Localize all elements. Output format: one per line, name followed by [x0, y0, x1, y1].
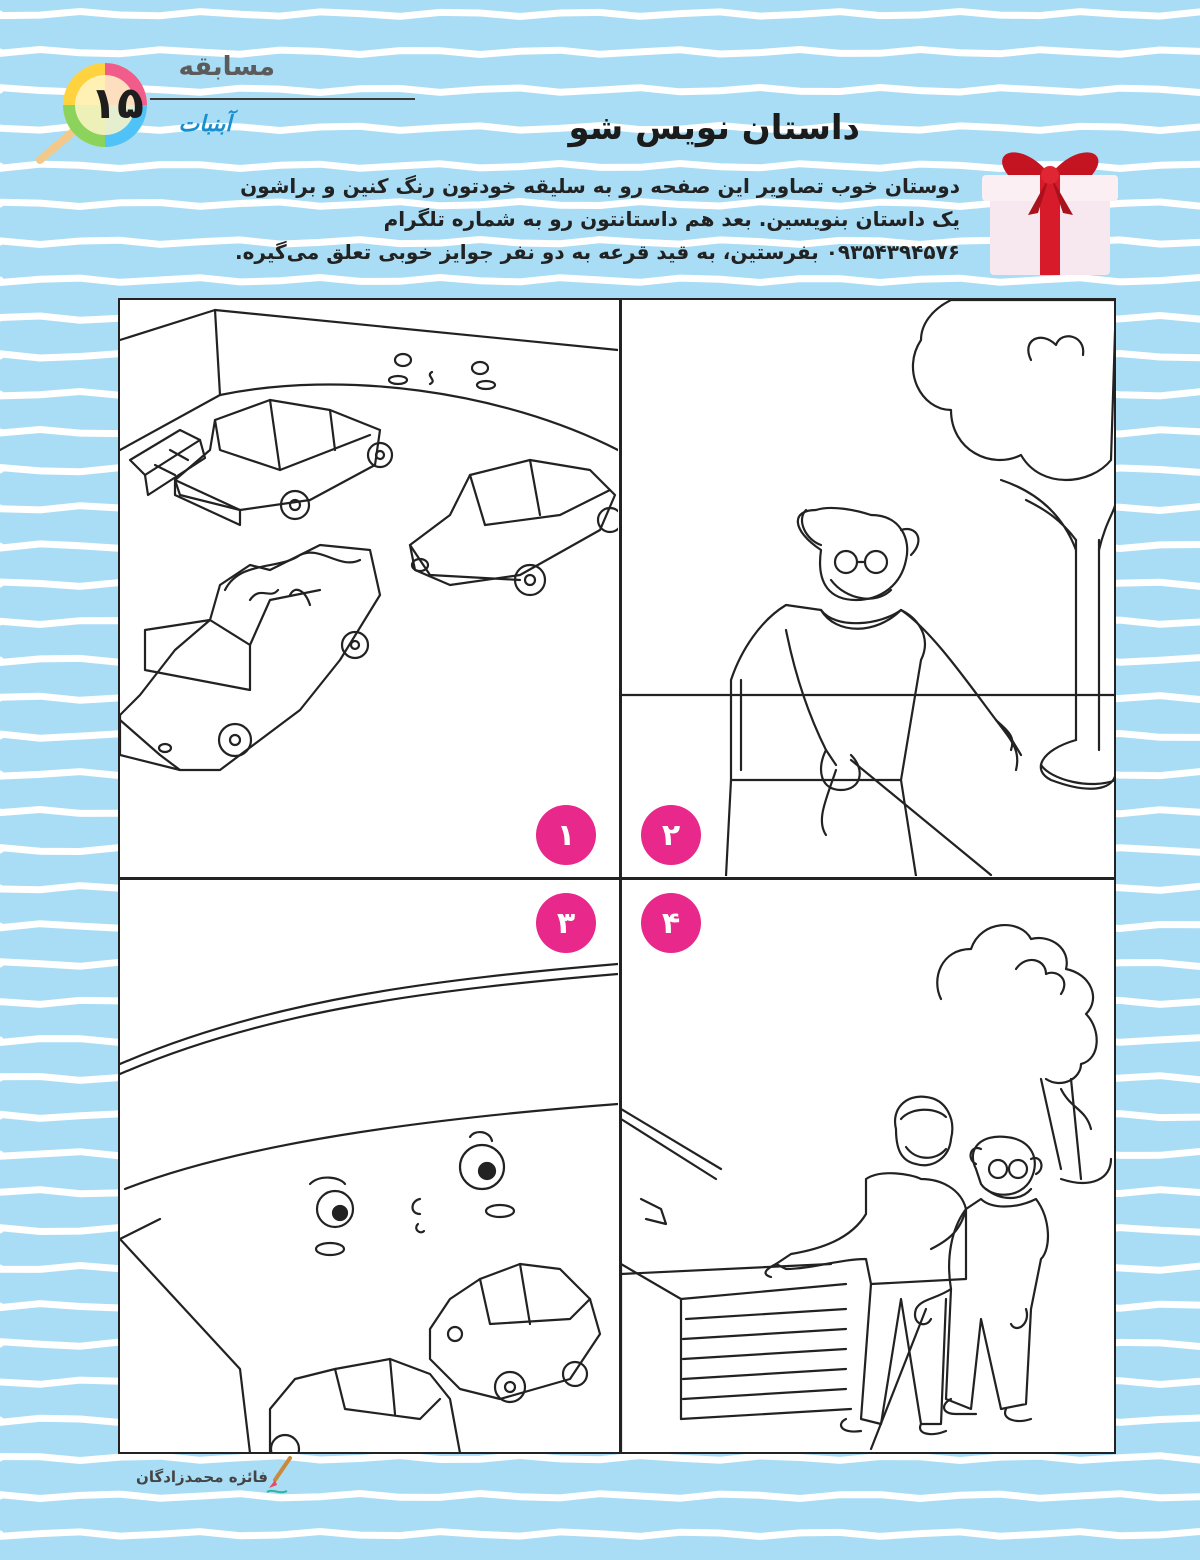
- background-stripe: [0, 1532, 1200, 1537]
- panel-number-badge: ۴: [641, 893, 701, 953]
- parking-lot-illustration: [120, 300, 618, 876]
- page-title: داستان نویس شو: [568, 108, 860, 148]
- panel-2: [621, 300, 1116, 876]
- issue-number: ۱۵: [90, 78, 144, 129]
- header-divider: [150, 98, 415, 100]
- illustrator-credit: فائزه محمدزادگان: [136, 1468, 268, 1486]
- background-stripe: [0, 12, 1200, 17]
- contest-label: مسابقه: [178, 52, 275, 82]
- panel-number-badge: ۱: [536, 805, 596, 865]
- paintbrush-icon: [265, 1455, 295, 1495]
- helping-scene-illustration: [621, 879, 1116, 1453]
- background-stripe: [0, 1494, 1200, 1499]
- blind-man-illustration: [621, 300, 1116, 876]
- brand-logo-text: آبنبات: [178, 112, 232, 137]
- intro-line: دوستان خوب تصاویر این صفحه رو به سلیقه خودتون رنگ کنین و براشون: [240, 174, 960, 198]
- intro-text: [110, 170, 960, 269]
- gift-box-icon: [968, 135, 1133, 280]
- panel-1: [120, 300, 618, 876]
- panel-number-badge: ۳: [536, 893, 596, 953]
- background-stripe: [0, 1456, 1200, 1461]
- coloring-panels-grid: [118, 298, 1116, 1454]
- panel-number-badge: ۲: [641, 805, 701, 865]
- panel-3: [120, 879, 618, 1453]
- intro-line: یک داستان بنویسین. بعد هم داستانتون رو به شماره تلگرام: [383, 207, 960, 231]
- intro-line: ۰۹۳۵۴۳۹۴۵۷۶ بفرستین، به قید قرعه به دو نفر جوایز خوبی تعلق می‌گیره.: [235, 240, 960, 264]
- surprised-wall-illustration: [120, 879, 618, 1453]
- background-stripe: [0, 88, 1200, 93]
- panel-4: [621, 879, 1116, 1453]
